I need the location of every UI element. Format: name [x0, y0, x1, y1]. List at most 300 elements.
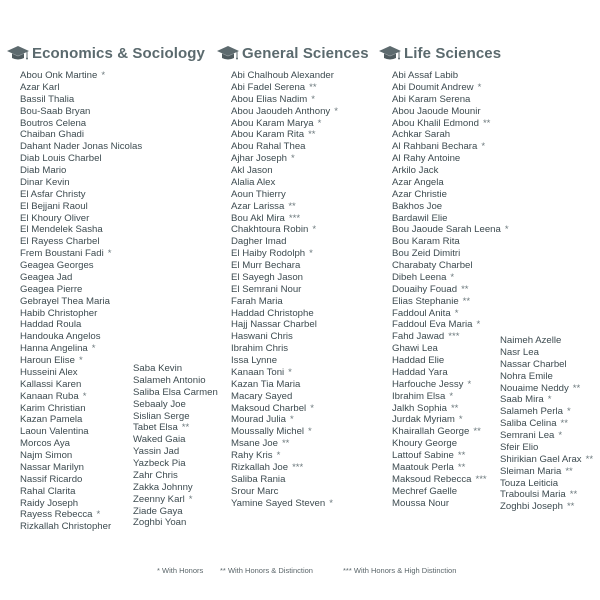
graduate-name: [133, 482, 218, 494]
graduate-name: [20, 308, 142, 320]
honors-mark: *: [288, 366, 292, 378]
graduate-name-text: Bakhos Joe: [392, 200, 443, 212]
graduate-name-text: Geagea Pierre: [20, 283, 83, 295]
honors-mark: **: [565, 465, 573, 477]
graduate-name: [392, 153, 509, 165]
section-header-economics: [6, 44, 205, 62]
graduate-name-text: El Khoury Oliver: [20, 212, 90, 224]
graduate-name: [133, 470, 218, 482]
graduate-name-text: Saab Mira: [500, 394, 544, 406]
honors-mark: **: [450, 402, 459, 414]
graduate-name-text: Maksoud Charbel: [231, 402, 307, 414]
graduate-name: [392, 189, 509, 201]
graduate-name: [231, 438, 338, 450]
graduate-name-text: Zahr Chris: [133, 469, 178, 481]
honors-mark: **: [309, 81, 317, 93]
graduate-name-text: Semrani Lea: [500, 430, 555, 441]
graduate-name-text: Mechref Gaelle: [392, 485, 458, 497]
graduate-name: [20, 189, 142, 201]
graduate-name-text: Shirikian Gael Arax: [500, 453, 582, 465]
graduate-name: [392, 118, 509, 130]
graduate-name-text: Abi Karam Serena: [392, 93, 471, 105]
graduate-name-text: Maatouk Perla: [392, 461, 454, 473]
honors-mark: **: [308, 129, 316, 141]
graduate-name: [231, 498, 338, 510]
graduate-name-text: Abou Onk Martine: [20, 70, 98, 81]
graduate-name-text: Fahd Jawad: [392, 331, 445, 343]
graduate-name: [133, 458, 218, 470]
honors-mark: *: [107, 248, 112, 260]
graduate-name: [500, 430, 593, 442]
name-list-life-sciences-col2: [500, 335, 593, 513]
honors-mark: **: [457, 450, 466, 461]
graduate-name-text: Moussally Michel: [231, 426, 305, 438]
honors-mark: *: [454, 307, 459, 319]
graduate-name-text: Rahy Kris: [231, 450, 273, 461]
graduate-name-text: Abi Chalhoub Alexander: [231, 70, 334, 81]
graduate-name-text: Ibrahim Chris: [231, 343, 289, 355]
graduate-name: [133, 434, 218, 446]
graduate-name-text: Nassif Ricardo: [20, 473, 83, 485]
graduate-name: [392, 486, 509, 498]
graduate-name-text: Ibrahim Elsa: [392, 390, 446, 402]
graduate-name-text: Haddad Christophe: [231, 307, 314, 319]
graduate-name: [392, 355, 509, 367]
graduate-name: [392, 296, 509, 308]
graduate-name-text: Boutros Celena: [20, 117, 87, 129]
graduate-name-text: Azar Karl: [20, 81, 60, 93]
section-title: Economics & Sociology: [32, 45, 205, 62]
graduate-name-text: Abou Karam Marya: [231, 117, 314, 129]
graduate-name-text: Husseini Alex: [20, 366, 78, 378]
graduate-name: [231, 201, 338, 213]
graduate-name: [392, 177, 509, 189]
graduate-name: [392, 70, 509, 82]
graduate-name-text: Nouaime Neddy: [500, 382, 569, 394]
graduate-name-text: Mourad Julia: [231, 414, 286, 426]
graduate-name-text: Yazbeck Pia: [133, 458, 186, 469]
graduate-name: [20, 165, 142, 177]
graduate-name-text: Macary Sayed: [231, 390, 293, 402]
graduate-name-text: Kazan Tia Maria: [231, 378, 301, 390]
honors-mark: **: [560, 418, 569, 430]
graduate-name: [133, 375, 218, 387]
graduate-name-text: Nassar Marilyn: [20, 461, 84, 473]
graduate-name: [500, 418, 593, 430]
graduate-name-text: Geagea Georges: [20, 260, 94, 271]
graduate-name: [392, 426, 509, 438]
graduate-name-text: Ziade Gaya: [133, 505, 183, 517]
honors-mark: ***: [475, 473, 487, 485]
graduate-name: [20, 521, 142, 533]
graduate-name-text: El Semrani Nour: [231, 283, 302, 295]
graduate-name-text: Bou Jaoude Sarah Leena: [392, 224, 501, 236]
graduate-name-text: Gebrayel Thea Maria: [20, 295, 110, 307]
graduate-name-text: Msane Joe: [231, 438, 278, 450]
graduate-name: [133, 446, 218, 458]
graduate-name: [231, 296, 338, 308]
graduate-name: [231, 165, 338, 177]
graduate-name: [231, 94, 338, 106]
graduate-name: [20, 260, 142, 272]
graduate-name-text: Abi Doumit Andrew: [392, 81, 474, 93]
honors-mark: *: [477, 81, 482, 93]
honors-mark: *: [566, 406, 571, 418]
legend-item-honors: * With Honors: [157, 566, 204, 575]
honors-mark: *: [476, 319, 481, 331]
graduate-name: [231, 153, 338, 165]
graduate-name-text: Haroun Elise: [20, 355, 75, 366]
graduate-name: [231, 236, 338, 248]
graduate-name-text: Sfeir Elio: [500, 441, 539, 453]
graduate-name-text: Tabet Elsa: [133, 422, 178, 434]
graduate-name: [231, 248, 338, 260]
graduate-name: [500, 394, 593, 406]
honors-mark: *: [334, 105, 338, 117]
graduate-name: [20, 426, 142, 438]
graduate-name-text: Bou Karam Rita: [392, 236, 460, 248]
graduate-name: [392, 403, 509, 415]
graduate-name-text: Douaihy Fouad: [392, 283, 458, 295]
graduate-name: [392, 165, 509, 177]
graduate-name: [392, 319, 509, 331]
graduate-name: [392, 260, 509, 272]
graduate-name-text: Lattouf Sabine: [392, 450, 454, 461]
graduate-name-text: El Murr Bechara: [231, 260, 301, 271]
honors-mark: **: [482, 117, 491, 129]
graduate-name-text: Bardawil Elie: [392, 212, 448, 224]
graduate-name: [500, 383, 593, 395]
graduate-name: [20, 94, 142, 106]
graduate-name-text: Dagher Imad: [231, 236, 287, 248]
honors-mark: *: [276, 450, 281, 461]
graduate-name: [231, 403, 338, 415]
honors-mark: *: [78, 355, 83, 366]
graduate-name: [231, 426, 338, 438]
graduate-name: [20, 224, 142, 236]
graduate-name-text: El Rayess Charbel: [20, 236, 100, 248]
graduate-name-text: Rahal Clarita: [20, 485, 76, 497]
graduate-name-text: Zakka Johnny: [133, 481, 193, 493]
honors-mark: *: [310, 402, 314, 414]
graduate-name-text: Al Rahy Antoine: [392, 153, 461, 165]
graduate-name-text: Kallassi Karen: [20, 378, 82, 390]
honors-mark: **: [461, 283, 469, 295]
graduate-name-text: Nasr Lea: [500, 346, 539, 358]
graduate-name-text: Abi Fadel Serena: [231, 81, 306, 93]
graduate-name: [500, 478, 593, 490]
graduate-name: [231, 379, 338, 391]
graduate-name-text: Faddoul Anita: [392, 307, 451, 319]
graduate-name-text: Jalkh Sophia: [392, 402, 447, 414]
graduate-name-text: Handouka Angelos: [20, 331, 101, 343]
graduate-name: [20, 391, 142, 403]
graduate-name: [20, 141, 142, 153]
graduate-name: [392, 141, 509, 153]
honors-mark: ***: [448, 331, 460, 343]
honors-mark: *: [311, 93, 315, 105]
graduate-name: [392, 308, 509, 320]
graduate-name: [500, 489, 593, 501]
honors-mark: *: [291, 153, 295, 165]
graduate-name: [20, 498, 142, 510]
graduate-name: [20, 509, 142, 521]
graduate-name-text: Saliba Celina: [500, 418, 557, 430]
graduate-name-text: Diab Mario: [20, 165, 67, 176]
honors-mark: *: [308, 426, 312, 438]
honors-mark: *: [317, 117, 322, 129]
graduate-name: [231, 70, 338, 82]
graduate-name-text: Khoury George: [392, 438, 458, 450]
graduate-name: [231, 272, 338, 284]
graduate-name-text: Rizkallah Christopher: [20, 521, 112, 533]
graduate-name-text: Chakhtoura Robin: [231, 224, 309, 236]
graduate-name-text: Waked Gaia: [133, 434, 186, 446]
graduate-name-text: Haswani Chris: [231, 331, 293, 343]
honors-mark: *: [449, 390, 454, 402]
graduate-name: [231, 319, 338, 331]
graduate-name: [133, 363, 218, 375]
graduate-name-text: Faddoul Eva Maria: [392, 319, 473, 331]
graduate-name: [392, 201, 509, 213]
graduate-name-text: Saba Kevin: [133, 363, 183, 374]
graduate-name: [231, 391, 338, 403]
graduate-name-text: Elias Stephanie: [392, 295, 459, 307]
honors-mark: *: [289, 414, 294, 426]
graduate-name: [20, 201, 142, 213]
graduate-name: [392, 391, 509, 403]
honors-mark: *: [312, 224, 317, 236]
graduate-name: [231, 331, 338, 343]
graduation-cap-icon: [6, 44, 30, 62]
graduate-name: [20, 129, 142, 141]
honors-mark: *: [309, 248, 313, 260]
graduate-name-text: Traboulsi Maria: [500, 489, 566, 501]
honors-mark: ***: [292, 461, 304, 473]
graduate-name: [392, 414, 509, 426]
section-header-life-sciences: [378, 44, 501, 62]
graduation-cap-icon: [216, 44, 240, 62]
honors-mark: *: [467, 378, 472, 390]
graduate-name: [231, 414, 338, 426]
section-title: General Sciences: [242, 45, 369, 62]
graduate-name-text: Arkilo Jack: [392, 165, 439, 176]
graduate-name-text: Abou Jaoude Mounir: [392, 105, 481, 117]
graduate-name-text: Naimeh Azelle: [500, 335, 562, 346]
graduate-name-text: Abou Karam Rita: [231, 129, 305, 141]
honors-mark: **: [457, 461, 466, 473]
graduate-name: [20, 331, 142, 343]
graduate-name: [231, 343, 338, 355]
graduate-name-text: Hajj Nassar Charbel: [231, 319, 317, 331]
graduate-name-text: Chaiban Ghadi: [20, 129, 85, 141]
graduate-name: [392, 438, 509, 450]
graduate-name-text: Diab Louis Charbel: [20, 153, 102, 165]
graduate-name-text: Haddad Yara: [392, 366, 448, 378]
graduate-name: [231, 129, 338, 141]
graduate-name: [392, 224, 509, 236]
graduate-name: [20, 284, 142, 296]
graduate-name: [231, 118, 338, 130]
graduate-name: [133, 517, 218, 529]
graduate-name-text: Al Rahbani Bechara: [392, 141, 478, 153]
graduate-name-text: Zeenny Karl: [133, 493, 185, 505]
graduate-name: [20, 379, 142, 391]
honors-mark: **: [473, 426, 481, 438]
graduate-name-text: Karim Christian: [20, 402, 86, 414]
honors-mark: *: [558, 430, 563, 441]
graduate-name-text: Bassil Thalia: [20, 93, 75, 105]
graduate-name: [392, 106, 509, 118]
graduate-name: [500, 501, 593, 513]
graduate-name-text: Issa Lynne: [231, 355, 278, 366]
graduate-name-text: El Bejjani Raoul: [20, 200, 88, 212]
graduate-name-text: Nassar Charbel: [500, 358, 567, 370]
graduate-name: [500, 406, 593, 418]
graduate-name-text: Ajhar Joseph: [231, 153, 287, 165]
graduate-name: [133, 506, 218, 518]
graduate-name: [20, 355, 142, 367]
graduate-name-text: Kazan Pamela: [20, 414, 83, 426]
graduate-name: [231, 224, 338, 236]
honors-mark: *: [481, 141, 486, 153]
graduate-name-text: Hanna Angelina: [20, 343, 88, 355]
graduate-name: [392, 284, 509, 296]
graduate-name: [392, 498, 509, 510]
graduate-name: [392, 379, 509, 391]
graduate-name-text: Haddad Roula: [20, 319, 82, 331]
honors-mark: **: [462, 295, 471, 307]
graduate-name-text: Habib Christopher: [20, 307, 98, 319]
honors-mark: *: [458, 414, 463, 426]
graduate-name: [231, 177, 338, 189]
graduate-name: [20, 474, 142, 486]
graduate-name: [231, 141, 338, 153]
graduate-name: [231, 106, 338, 118]
graduate-name-text: Haddad Elie: [392, 355, 445, 366]
graduate-name: [500, 371, 593, 383]
graduate-name-text: Sebaaly Joe: [133, 398, 186, 410]
graduate-name: [231, 213, 338, 225]
graduate-name: [231, 474, 338, 486]
name-list-economics-col2: [133, 363, 218, 529]
graduate-name: [231, 450, 338, 462]
graduate-name: [231, 82, 338, 94]
graduate-name: [500, 442, 593, 454]
graduate-name: [133, 411, 218, 423]
graduate-name: [133, 387, 218, 399]
graduate-name: [392, 94, 509, 106]
graduate-name: [392, 82, 509, 94]
graduate-name-text: Frem Boustani Fadi: [20, 248, 104, 260]
honors-mark: ***: [288, 212, 301, 224]
graduate-name-text: Touza Leiticia: [500, 477, 559, 489]
graduate-name-text: Morcos Aya: [20, 438, 70, 450]
honors-mark: *: [82, 390, 87, 402]
honors-mark: *: [96, 509, 101, 521]
graduate-name-text: El Sayegh Jason: [231, 271, 303, 283]
graduate-name: [392, 474, 509, 486]
graduate-name-text: Saliba Elsa Carmen: [133, 386, 218, 398]
graduate-name: [231, 355, 338, 367]
honors-mark: **: [585, 453, 594, 465]
honors-mark: **: [181, 422, 190, 434]
legend-item-distinction: ** With Honors & Distinction: [220, 566, 313, 575]
graduate-name: [231, 462, 338, 474]
graduate-name: [133, 494, 218, 506]
graduate-name-text: Nohra Emile: [500, 370, 553, 382]
graduate-name-text: Laoun Valentina: [20, 426, 89, 438]
graduate-name-text: El Mendelek Sasha: [20, 224, 103, 236]
graduate-name-text: Geagea Jad: [20, 271, 73, 283]
graduate-name: [500, 335, 593, 347]
graduate-name-text: Kanaan Ruba: [20, 390, 79, 402]
graduate-name-text: Akl Jason: [231, 165, 273, 176]
graduate-name: [20, 272, 142, 284]
graduate-name-text: Dahant Nader Jonas Nicolas: [20, 141, 143, 153]
graduate-name-text: Rizkallah Joe: [231, 461, 289, 473]
graduate-name: [133, 399, 218, 411]
honors-mark: **: [281, 438, 290, 450]
graduate-name: [20, 177, 142, 189]
section-title: Life Sciences: [404, 45, 502, 62]
graduate-name-text: Yassin Jad: [133, 446, 180, 458]
honors-mark: *: [91, 343, 96, 355]
graduate-name: [231, 308, 338, 320]
graduate-name: [20, 343, 142, 355]
honors-mark: *: [329, 497, 333, 509]
graduate-name: [20, 319, 142, 331]
graduate-name: [392, 343, 509, 355]
graduate-name: [500, 454, 593, 466]
graduate-name: [20, 450, 142, 462]
honors-mark: **: [572, 382, 581, 394]
graduate-name: [20, 438, 142, 450]
graduate-name: [500, 359, 593, 371]
graduate-name: [392, 129, 509, 141]
graduate-name: [500, 347, 593, 359]
graduate-name-text: Charabaty Charbel: [392, 260, 473, 271]
graduate-name-text: Bou-Saab Bryan: [20, 105, 91, 117]
graduate-name: [20, 414, 142, 426]
name-list-general-sciences: [231, 70, 338, 509]
graduate-name-text: Srour Marc: [231, 485, 279, 497]
graduate-name: [133, 422, 218, 434]
graduate-name-text: Najm Simon: [20, 450, 73, 461]
graduate-name-text: Harfouche Jessy: [392, 378, 464, 390]
graduate-name: [231, 284, 338, 296]
graduate-name-text: Dinar Kevin: [20, 176, 70, 188]
honors-mark: *: [188, 493, 193, 505]
graduate-name: [392, 236, 509, 248]
graduate-name-text: Yamine Sayed Steven: [231, 497, 326, 509]
graduate-name-text: Bou Zeid Dimitri: [392, 248, 461, 260]
graduate-name: [20, 462, 142, 474]
graduate-name: [20, 213, 142, 225]
graduate-name-text: El Asfar Christy: [20, 188, 86, 200]
graduate-name: [20, 367, 142, 379]
honors-mark: **: [566, 501, 575, 513]
honors-mark: *: [547, 394, 552, 406]
honors-mark: **: [288, 200, 296, 212]
graduate-name: [392, 331, 509, 343]
graduate-name: [231, 260, 338, 272]
graduate-name-text: Dibeh Leena: [392, 271, 447, 283]
graduate-name: [20, 296, 142, 308]
graduate-name-text: Sislian Serge: [133, 410, 190, 422]
honors-legend: [0, 566, 600, 580]
section-header-general-sciences: [216, 44, 369, 62]
